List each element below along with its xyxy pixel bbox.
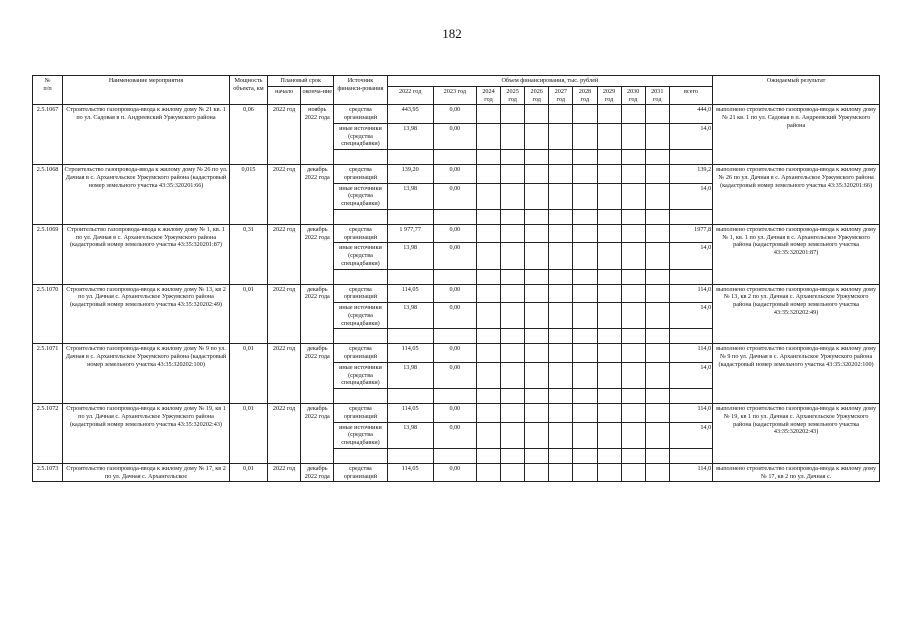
year-cell-empty — [549, 404, 573, 423]
year-cell-empty — [645, 344, 669, 363]
year-cell-empty — [645, 183, 669, 209]
year-cell-empty — [501, 123, 525, 149]
funding-source-other: иные источники (средства спецнадбавки) — [334, 422, 387, 448]
year-cell-empty — [525, 105, 549, 124]
value-2022: 13,98 — [387, 303, 433, 329]
year-cell-empty — [597, 165, 621, 184]
expected-result: выполнено строительство газопровода-ввода к жилому дому № 19, кв 1 по ул. Дачная с. Архангельское Уржумского района (кадастровый номер земельного участка 43:35:320202:43) — [713, 404, 880, 464]
year-cell-empty — [476, 165, 500, 184]
year-cell-empty — [645, 123, 669, 149]
year-cell-empty — [573, 362, 597, 388]
year-cell-empty — [549, 183, 573, 209]
value-2022: 13,98 — [387, 362, 433, 388]
row-number: 2.5.1067 — [33, 105, 63, 165]
header-y2030: 2030 год — [621, 86, 645, 105]
year-cell-empty — [573, 105, 597, 124]
year-cell-empty — [597, 209, 621, 224]
header-result: Ожидаемый результат — [713, 76, 880, 105]
year-cell-empty — [501, 150, 525, 165]
funding-source-orgs: средства организаций — [334, 105, 387, 124]
year-cell-empty — [549, 329, 573, 344]
year-cell-empty — [525, 209, 549, 224]
year-cell-empty — [573, 329, 597, 344]
year-cell-empty — [549, 448, 573, 463]
value-2023: 0,00 — [433, 303, 476, 329]
spacer-cell — [387, 209, 433, 224]
expected-result: выполнено строительство газопровода-ввода к жилому дому № 26 по ул. Дачная в с. Архангельское Уржумского района (кадастровый номер земельного участка 43:35:320201:66) — [713, 165, 880, 225]
value-2022: 139,20 — [387, 165, 433, 184]
spacer-cell — [334, 150, 387, 165]
plan-start: 2022 год — [268, 284, 301, 344]
value-total: 114,0 — [669, 404, 712, 423]
funding-source-orgs: средства организаций — [334, 344, 387, 363]
year-cell-empty — [476, 329, 500, 344]
value-2022: 13,98 — [387, 422, 433, 448]
value-2023: 0,00 — [433, 422, 476, 448]
spacer-cell — [433, 269, 476, 284]
year-cell-empty — [621, 284, 645, 303]
value-2022: 443,95 — [387, 105, 433, 124]
capacity-value: 0,31 — [229, 224, 267, 284]
year-cell-empty — [597, 123, 621, 149]
spacer-cell — [433, 150, 476, 165]
plan-start: 2022 год — [268, 224, 301, 284]
year-cell-empty — [597, 150, 621, 165]
year-cell-empty — [645, 389, 669, 404]
year-cell-empty — [476, 422, 500, 448]
header-num: № п/п — [33, 76, 63, 105]
year-cell-empty — [501, 183, 525, 209]
year-cell-empty — [573, 404, 597, 423]
value-2022: 114,05 — [387, 463, 433, 482]
year-cell-empty — [501, 329, 525, 344]
header-y2031: 2031 год — [645, 86, 669, 105]
year-cell-empty — [476, 344, 500, 363]
funding-source-orgs: средства организаций — [334, 284, 387, 303]
spacer-cell — [669, 269, 712, 284]
capacity-value: 0,01 — [229, 404, 267, 464]
year-cell-empty — [645, 404, 669, 423]
year-cell-empty — [476, 183, 500, 209]
capacity-value: 0,015 — [229, 165, 267, 225]
value-2023: 0,00 — [433, 284, 476, 303]
year-cell-empty — [549, 463, 573, 482]
plan-start: 2022 год — [268, 105, 301, 165]
year-cell-empty — [573, 422, 597, 448]
value-2023: 0,00 — [433, 463, 476, 482]
year-cell-empty — [645, 329, 669, 344]
funding-source-orgs: средства организаций — [334, 404, 387, 423]
value-2023: 0,00 — [433, 344, 476, 363]
row-number: 2.5.1072 — [33, 404, 63, 464]
table-row — [33, 344, 880, 363]
year-cell-empty — [645, 422, 669, 448]
spacer-cell — [433, 329, 476, 344]
spacer-cell — [669, 389, 712, 404]
year-cell-empty — [525, 224, 549, 243]
funding-source-other: иные источники (средства спецнадбавки) — [334, 123, 387, 149]
value-total: 14,0 — [669, 243, 712, 269]
year-cell-empty — [525, 463, 549, 482]
year-cell-empty — [549, 362, 573, 388]
year-cell-empty — [476, 404, 500, 423]
table-row — [33, 284, 880, 303]
plan-end: декабрь 2022 года — [301, 165, 334, 225]
table-row — [33, 224, 880, 243]
value-2023: 0,00 — [433, 183, 476, 209]
year-cell-empty — [645, 209, 669, 224]
year-cell-empty — [621, 404, 645, 423]
year-cell-empty — [501, 362, 525, 388]
spacer-cell — [334, 209, 387, 224]
year-cell-empty — [621, 344, 645, 363]
value-total: 14,0 — [669, 183, 712, 209]
year-cell-empty — [645, 105, 669, 124]
year-cell-empty — [645, 243, 669, 269]
value-2022: 13,98 — [387, 183, 433, 209]
year-cell-empty — [525, 422, 549, 448]
funding-source-orgs: средства организаций — [334, 224, 387, 243]
spacer-cell — [669, 329, 712, 344]
table-row — [33, 105, 880, 124]
value-2023: 0,00 — [433, 165, 476, 184]
year-cell-empty — [621, 209, 645, 224]
year-cell-empty — [621, 303, 645, 329]
header-y2027: 2027 год — [549, 86, 573, 105]
year-cell-empty — [597, 224, 621, 243]
expected-result: выполнено строительство газопровода-ввода к жилому дому № 1, кв. 1 по ул. Дачная в с. Архангельское Уржумского района (кадастровый номер земельного участка 43:35:320201:87) — [713, 224, 880, 284]
year-cell-empty — [549, 284, 573, 303]
value-2022: 13,98 — [387, 243, 433, 269]
measure-name: Строительство газопровода-ввода к жилому дому № 19, кв 1 по ул. Дачная с. Архангельское Уржумского района (кадастровый номер земельного участка 43:35:320202:43) — [63, 404, 230, 464]
year-cell-empty — [549, 224, 573, 243]
year-cell-empty — [525, 404, 549, 423]
measure-name: Строительство газопровода-ввода к жилому дому № 17, кв 2 по ул. Дачная с. Архангельское — [63, 463, 230, 482]
year-cell-empty — [597, 463, 621, 482]
year-cell-empty — [597, 303, 621, 329]
year-cell-empty — [549, 105, 573, 124]
year-cell-empty — [501, 165, 525, 184]
year-cell-empty — [621, 165, 645, 184]
year-cell-empty — [501, 303, 525, 329]
year-cell-empty — [525, 243, 549, 269]
header-funding: Объем финансирования, тыс. рублей — [387, 76, 713, 87]
table-row — [33, 463, 880, 482]
year-cell-empty — [621, 362, 645, 388]
year-cell-empty — [549, 165, 573, 184]
year-cell-empty — [501, 284, 525, 303]
year-cell-empty — [573, 224, 597, 243]
year-cell-empty — [549, 209, 573, 224]
year-cell-empty — [476, 448, 500, 463]
capacity-value: 0,01 — [229, 344, 267, 404]
spacer-cell — [669, 448, 712, 463]
spacer-cell — [334, 269, 387, 284]
spacer-cell — [387, 329, 433, 344]
year-cell-empty — [597, 389, 621, 404]
year-cell-empty — [645, 463, 669, 482]
year-cell-empty — [549, 269, 573, 284]
year-cell-empty — [525, 165, 549, 184]
year-cell-empty — [573, 284, 597, 303]
year-cell-empty — [501, 389, 525, 404]
value-2023: 0,00 — [433, 123, 476, 149]
year-cell-empty — [501, 243, 525, 269]
value-total: 14,0 — [669, 362, 712, 388]
expected-result: выполнено строительство газопровода-ввода к жилому дому № 17, кв 2 по ул. Дачная с. — [713, 463, 880, 482]
year-cell-empty — [573, 183, 597, 209]
year-cell-empty — [573, 448, 597, 463]
spacer-cell — [433, 448, 476, 463]
year-cell-empty — [501, 105, 525, 124]
table-row — [33, 165, 880, 184]
year-cell-empty — [573, 303, 597, 329]
funding-table — [32, 75, 880, 482]
year-cell-empty — [476, 123, 500, 149]
year-cell-empty — [645, 362, 669, 388]
value-total: 139,2 — [669, 165, 712, 184]
header-plan-end: оконча-ние — [301, 86, 334, 105]
header-y2026: 2026 год — [525, 86, 549, 105]
row-number: 2.5.1068 — [33, 165, 63, 225]
year-cell-empty — [573, 269, 597, 284]
measure-name: Строительство газопровода-ввода к жилому дому № 26 по ул. Дачная в с. Архангельское Уржумского района (кадастровый номер земельного участка 43:35:320201:66) — [63, 165, 230, 225]
measure-name: Строительство газопровода-ввода к жилому дому № 13, кв 2 по ул. Дачная с. Архангельское Уржумского района (кадастровый номер земельного участка 43:35:320202:49) — [63, 284, 230, 344]
year-cell-empty — [573, 243, 597, 269]
year-cell-empty — [476, 463, 500, 482]
plan-end: ноябрь 2022 года — [301, 105, 334, 165]
year-cell-empty — [621, 105, 645, 124]
year-cell-empty — [476, 303, 500, 329]
year-cell-empty — [501, 224, 525, 243]
year-cell-empty — [621, 448, 645, 463]
funding-source-orgs: средства организаций — [334, 165, 387, 184]
year-cell-empty — [525, 269, 549, 284]
spacer-cell — [433, 389, 476, 404]
year-cell-empty — [621, 123, 645, 149]
plan-start: 2022 год — [268, 165, 301, 225]
year-cell-empty — [597, 243, 621, 269]
year-cell-empty — [621, 150, 645, 165]
plan-end: декабрь 2022 года — [301, 224, 334, 284]
spacer-cell — [387, 448, 433, 463]
spacer-cell — [387, 269, 433, 284]
header-y2025: 2025 год — [501, 86, 525, 105]
measure-name: Строительство газопровода-ввода к жилому дому № 21 кв. 1 по ул. Садовая в п. Андреевский Уржумского района — [63, 105, 230, 165]
funding-source-other: иные источники (средства спецнадбавки) — [334, 362, 387, 388]
year-cell-empty — [621, 183, 645, 209]
header-plan-term: Плановый срок — [268, 76, 334, 87]
year-cell-empty — [645, 284, 669, 303]
value-2022: 13,98 — [387, 123, 433, 149]
row-number: 2.5.1070 — [33, 284, 63, 344]
year-cell-empty — [525, 303, 549, 329]
measure-name: Строительство газопровода-ввода к жилому дому № 1, кв. 1 по ул. Дачная в с. Архангельское Уржумского района (кадастровый номер земельного участка 43:35:320201:87) — [63, 224, 230, 284]
year-cell-empty — [621, 224, 645, 243]
value-total: 444,0 — [669, 105, 712, 124]
value-total: 14,0 — [669, 303, 712, 329]
value-2023: 0,00 — [433, 362, 476, 388]
year-cell-empty — [501, 209, 525, 224]
row-number: 2.5.1071 — [33, 344, 63, 404]
year-cell-empty — [476, 389, 500, 404]
year-cell-empty — [501, 463, 525, 482]
year-cell-empty — [597, 448, 621, 463]
year-cell-empty — [525, 448, 549, 463]
value-total: 14,0 — [669, 422, 712, 448]
year-cell-empty — [501, 422, 525, 448]
year-cell-empty — [476, 362, 500, 388]
year-cell-empty — [645, 269, 669, 284]
page-number: 182 — [442, 26, 462, 41]
year-cell-empty — [621, 389, 645, 404]
year-cell-empty — [549, 303, 573, 329]
year-cell-empty — [476, 269, 500, 284]
plan-start: 2022 год — [268, 463, 301, 482]
year-cell-empty — [645, 150, 669, 165]
header-y2029: 2029 год — [597, 86, 621, 105]
year-cell-empty — [621, 422, 645, 448]
spacer-cell — [433, 209, 476, 224]
year-cell-empty — [597, 344, 621, 363]
value-2023: 0,00 — [433, 105, 476, 124]
value-total: 114,0 — [669, 284, 712, 303]
year-cell-empty — [476, 150, 500, 165]
spacer-cell — [334, 329, 387, 344]
year-cell-empty — [597, 362, 621, 388]
table-row — [33, 404, 880, 423]
header-y2023: 2023 год — [433, 86, 476, 105]
year-cell-empty — [476, 105, 500, 124]
year-cell-empty — [597, 422, 621, 448]
capacity-value: 0,01 — [229, 463, 267, 482]
capacity-value: 0,06 — [229, 105, 267, 165]
year-cell-empty — [621, 463, 645, 482]
value-2022: 114,05 — [387, 284, 433, 303]
header-y2024: 2024 год — [476, 86, 500, 105]
row-number: 2.5.1069 — [33, 224, 63, 284]
plan-end: декабрь 2022 года — [301, 463, 334, 482]
spacer-cell — [669, 209, 712, 224]
plan-start: 2022 год — [268, 344, 301, 404]
year-cell-empty — [573, 209, 597, 224]
year-cell-empty — [525, 123, 549, 149]
year-cell-empty — [597, 269, 621, 284]
plan-end: декабрь 2022 года — [301, 284, 334, 344]
year-cell-empty — [501, 404, 525, 423]
value-total: 114,0 — [669, 344, 712, 363]
year-cell-empty — [476, 224, 500, 243]
header-source: Источник финанси-рования — [334, 76, 387, 105]
year-cell-empty — [525, 284, 549, 303]
plan-start: 2022 год — [268, 404, 301, 464]
year-cell-empty — [597, 105, 621, 124]
year-cell-empty — [525, 150, 549, 165]
plan-end: декабрь 2022 года — [301, 344, 334, 404]
value-2023: 0,00 — [433, 224, 476, 243]
year-cell-empty — [597, 183, 621, 209]
year-cell-empty — [549, 123, 573, 149]
expected-result: выполнено строительство газопровода-ввода к жилому дому № 13, кв 2 по ул. Дачная с. Архангельское Уржумского района (кадастровый номер земельного участка 43:35:320202:49) — [713, 284, 880, 344]
year-cell-empty — [501, 269, 525, 284]
value-total: 14,0 — [669, 123, 712, 149]
spacer-cell — [387, 150, 433, 165]
year-cell-empty — [597, 284, 621, 303]
funding-source-other: иные источники (средства спецнадбавки) — [334, 303, 387, 329]
value-2022: 114,05 — [387, 344, 433, 363]
year-cell-empty — [621, 269, 645, 284]
year-cell-empty — [573, 150, 597, 165]
expected-result: выполнено строительство газопровода-ввода к жилому дому № 21 кв. 1 по ул. Садовая в п. Андреевский Уржумского района — [713, 105, 880, 165]
row-number: 2.5.1073 — [33, 463, 63, 482]
funding-source-other: иные источники (средства спецнадбавки) — [334, 243, 387, 269]
year-cell-empty — [549, 344, 573, 363]
year-cell-empty — [525, 183, 549, 209]
year-cell-empty — [549, 150, 573, 165]
value-2023: 0,00 — [433, 404, 476, 423]
year-cell-empty — [597, 404, 621, 423]
year-cell-empty — [573, 389, 597, 404]
year-cell-empty — [549, 389, 573, 404]
year-cell-empty — [645, 224, 669, 243]
year-cell-empty — [573, 123, 597, 149]
year-cell-empty — [621, 329, 645, 344]
header-y2028: 2028 год — [573, 86, 597, 105]
year-cell-empty — [645, 303, 669, 329]
year-cell-empty — [525, 389, 549, 404]
plan-end: декабрь 2022 года — [301, 404, 334, 464]
funding-source-orgs: средства организаций — [334, 463, 387, 482]
spacer-cell — [387, 389, 433, 404]
year-cell-empty — [501, 344, 525, 363]
year-cell-empty — [645, 165, 669, 184]
spacer-cell — [334, 389, 387, 404]
value-total: 114,0 — [669, 463, 712, 482]
year-cell-empty — [525, 344, 549, 363]
expected-result: выполнено строительство газопровода-ввода к жилому дому № 9 по ул. Дачная в с. Архангельское Уржумского района (кадастровый номер земельного участка 43:35:320202:100) — [713, 344, 880, 404]
year-cell-empty — [476, 243, 500, 269]
header-name: Наименование мероприятия — [63, 76, 230, 105]
spacer-cell — [669, 150, 712, 165]
year-cell-empty — [573, 344, 597, 363]
year-cell-empty — [573, 463, 597, 482]
header-y2022: 2022 год — [387, 86, 433, 105]
spacer-cell — [334, 448, 387, 463]
header-plan-start: начало — [268, 86, 301, 105]
header-total: всего — [669, 86, 712, 105]
year-cell-empty — [525, 362, 549, 388]
year-cell-empty — [476, 284, 500, 303]
value-2023: 0,00 — [433, 243, 476, 269]
value-2022: 114,05 — [387, 404, 433, 423]
value-2022: 1 977,77 — [387, 224, 433, 243]
year-cell-empty — [573, 165, 597, 184]
funding-source-other: иные источники (средства спецнадбавки) — [334, 183, 387, 209]
year-cell-empty — [549, 243, 573, 269]
measure-name: Строительство газопровода-ввода к жилому дому № 9 по ул. Дачная в с. Архангельское Уржумского района (кадастровый номер земельного участка 43:35:320202:100) — [63, 344, 230, 404]
value-total: 1977,8 — [669, 224, 712, 243]
year-cell-empty — [476, 209, 500, 224]
capacity-value: 0,01 — [229, 284, 267, 344]
year-cell-empty — [621, 243, 645, 269]
year-cell-empty — [501, 448, 525, 463]
year-cell-empty — [549, 422, 573, 448]
year-cell-empty — [525, 329, 549, 344]
header-capacity: Мощность объекта, км — [229, 76, 267, 105]
year-cell-empty — [645, 448, 669, 463]
year-cell-empty — [597, 329, 621, 344]
